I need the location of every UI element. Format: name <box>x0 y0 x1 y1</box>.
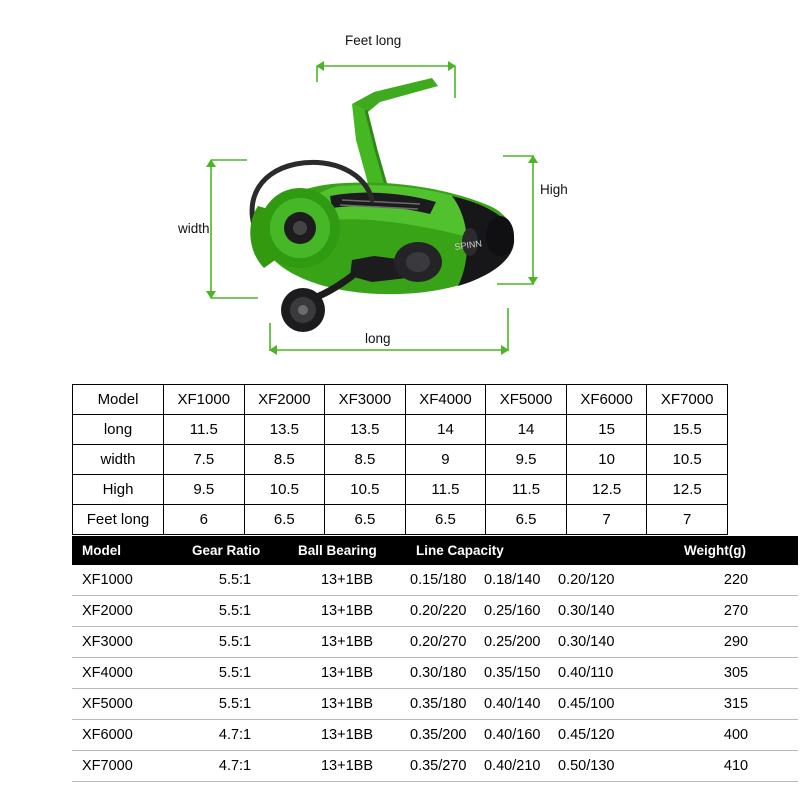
cell-ball-bearing: 13+1BB <box>288 720 406 751</box>
cell-model: XF7000 <box>72 751 182 782</box>
row-label: Model <box>73 385 164 415</box>
cell: 11.5 <box>486 475 567 505</box>
line-capacity-value: 0.35/150 <box>484 665 541 681</box>
cell: XF5000 <box>486 385 567 415</box>
cell-model: XF6000 <box>72 720 182 751</box>
cell-line-capacity <box>406 565 674 596</box>
table-row <box>73 445 728 475</box>
cell-line-capacity <box>406 627 674 658</box>
cell-weight: 315 <box>674 689 798 720</box>
cell: 6.5 <box>244 505 325 535</box>
reel-graphic <box>250 78 514 332</box>
cell-weight: 400 <box>674 720 798 751</box>
cell: 13.5 <box>325 415 406 445</box>
cell-gear-ratio: 5.5:1 <box>182 596 288 627</box>
line-capacity-value: 0.18/140 <box>484 572 541 588</box>
spec-table-header-row <box>72 536 798 565</box>
cell: 6 <box>164 505 245 535</box>
cell: 10 <box>566 445 647 475</box>
cell-ball-bearing: 13+1BB <box>288 658 406 689</box>
table-row <box>73 415 728 445</box>
line-capacity-value: 0.40/160 <box>484 727 541 743</box>
row-label: long <box>73 415 164 445</box>
cell-gear-ratio: 4.7:1 <box>182 751 288 782</box>
cell-ball-bearing: 13+1BB <box>288 627 406 658</box>
column-header-gear-ratio: Gear Ratio <box>182 536 288 565</box>
cell: 6.5 <box>325 505 406 535</box>
spec-table <box>72 536 798 782</box>
line-capacity-value: 0.15/180 <box>410 572 467 588</box>
cell-line-capacity <box>406 720 674 751</box>
table-row <box>72 720 798 751</box>
cell-model: XF3000 <box>72 627 182 658</box>
row-label: Feet long <box>73 505 164 535</box>
dimension-label-long: long <box>365 331 391 346</box>
line-capacity-value: 0.30/180 <box>410 665 467 681</box>
row-label: High <box>73 475 164 505</box>
column-header-line-capacity: Line Capacity <box>406 536 674 565</box>
line-capacity-value: 0.30/140 <box>558 603 615 619</box>
cell: 7.5 <box>164 445 245 475</box>
cell-weight: 270 <box>674 596 798 627</box>
cell: 15 <box>566 415 647 445</box>
line-capacity-value: 0.50/130 <box>558 758 615 774</box>
cell: 10.5 <box>647 445 728 475</box>
line-capacity-value: 0.20/120 <box>558 572 615 588</box>
cell: XF3000 <box>325 385 406 415</box>
cell: 6.5 <box>405 505 486 535</box>
cell-model: XF1000 <box>72 565 182 596</box>
line-capacity-value: 0.35/180 <box>410 696 467 712</box>
spec-table-container <box>72 536 749 782</box>
table-row <box>72 689 798 720</box>
cell-gear-ratio: 5.5:1 <box>182 689 288 720</box>
cell: 6.5 <box>486 505 567 535</box>
column-header-weight: Weight(g) <box>674 536 798 565</box>
cell-gear-ratio: 5.5:1 <box>182 565 288 596</box>
table-row <box>72 751 798 782</box>
cell-ball-bearing: 13+1BB <box>288 689 406 720</box>
dimension-label-feet-long: Feet long <box>345 33 402 48</box>
cell-model: XF5000 <box>72 689 182 720</box>
line-capacity-value: 0.25/160 <box>484 603 541 619</box>
dimension-table <box>72 384 728 535</box>
cell: 9.5 <box>486 445 567 475</box>
cell-model: XF2000 <box>72 596 182 627</box>
cell: 8.5 <box>325 445 406 475</box>
cell-weight: 290 <box>674 627 798 658</box>
cell: 8.5 <box>244 445 325 475</box>
cell-weight: 220 <box>674 565 798 596</box>
cell-ball-bearing: 13+1BB <box>288 596 406 627</box>
svg-text:SPINN: SPINN <box>453 238 483 252</box>
cell: 10.5 <box>325 475 406 505</box>
cell: 11.5 <box>164 415 245 445</box>
reel-illustration <box>0 0 800 375</box>
cell-ball-bearing: 13+1BB <box>288 751 406 782</box>
table-row <box>72 596 798 627</box>
cell: 9.5 <box>164 475 245 505</box>
cell: 15.5 <box>647 415 728 445</box>
line-capacity-value: 0.35/270 <box>410 758 467 774</box>
table-row <box>72 627 798 658</box>
dimension-label-high: High <box>540 182 568 197</box>
cell-weight: 410 <box>674 751 798 782</box>
cell: 10.5 <box>244 475 325 505</box>
line-capacity-value: 0.40/110 <box>558 665 614 681</box>
cell-line-capacity <box>406 751 674 782</box>
dimension-label-width: width <box>178 221 210 236</box>
table-row <box>72 565 798 596</box>
cell: 12.5 <box>647 475 728 505</box>
column-header-ball-bearing: Ball Bearing <box>288 536 406 565</box>
cell-model: XF4000 <box>72 658 182 689</box>
line-capacity-value: 0.45/120 <box>558 727 615 743</box>
cell: 14 <box>486 415 567 445</box>
table-row <box>73 505 728 535</box>
cell: 13.5 <box>244 415 325 445</box>
cell-gear-ratio: 5.5:1 <box>182 658 288 689</box>
cell-line-capacity <box>406 658 674 689</box>
cell: 12.5 <box>566 475 647 505</box>
cell: 7 <box>566 505 647 535</box>
cell-gear-ratio: 4.7:1 <box>182 720 288 751</box>
product-diagram <box>0 0 800 375</box>
column-header-model: Model <box>72 536 182 565</box>
cell-line-capacity <box>406 689 674 720</box>
line-capacity-value: 0.30/140 <box>558 634 615 650</box>
cell: XF4000 <box>405 385 486 415</box>
cell-weight: 305 <box>674 658 798 689</box>
line-capacity-value: 0.35/200 <box>410 727 467 743</box>
cell: XF7000 <box>647 385 728 415</box>
dimension-table-container <box>72 384 728 535</box>
row-label: width <box>73 445 164 475</box>
line-capacity-value: 0.20/220 <box>410 603 467 619</box>
cell: 7 <box>647 505 728 535</box>
cell: XF6000 <box>566 385 647 415</box>
cell: XF2000 <box>244 385 325 415</box>
cell-ball-bearing: 13+1BB <box>288 565 406 596</box>
line-capacity-value: 0.40/140 <box>484 696 541 712</box>
cell: 9 <box>405 445 486 475</box>
table-row <box>73 385 728 415</box>
line-capacity-value: 0.25/200 <box>484 634 541 650</box>
cell: XF1000 <box>164 385 245 415</box>
table-row <box>73 475 728 505</box>
cell-line-capacity <box>406 596 674 627</box>
table-row <box>72 658 798 689</box>
cell: 11.5 <box>405 475 486 505</box>
line-capacity-value: 0.20/270 <box>410 634 467 650</box>
cell: 14 <box>405 415 486 445</box>
cell-gear-ratio: 5.5:1 <box>182 627 288 658</box>
line-capacity-value: 0.45/100 <box>558 696 615 712</box>
line-capacity-value: 0.40/210 <box>484 758 541 774</box>
